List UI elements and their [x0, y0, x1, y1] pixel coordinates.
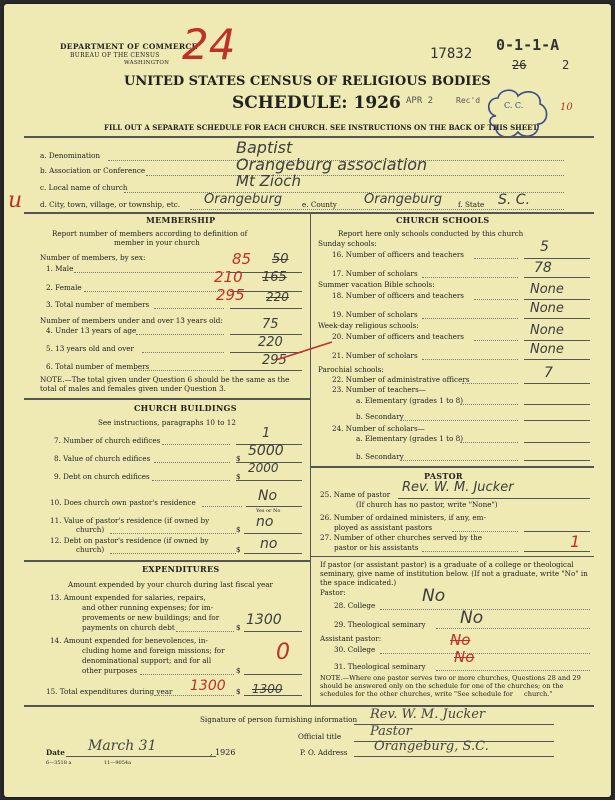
q29-label: 29. Theological seminary — [334, 620, 426, 629]
official-title-value: Pastor — [370, 724, 412, 739]
q14-label-4: other purposes — [82, 666, 138, 675]
red-correction-stroke-icon — [274, 338, 334, 364]
q20-label: 20. Number of officers and teachers — [332, 332, 464, 341]
q16-label: 16. Number of officers and teachers — [332, 250, 464, 259]
summer-teachers-value: None — [530, 282, 564, 297]
by-sex-label: Number of members, by sex: — [40, 253, 146, 262]
dollar-sign: $ — [236, 666, 241, 675]
assistant-seminary-value: No — [454, 648, 475, 666]
q6-total-label: 6. Total number of members — [46, 362, 150, 371]
schools-subtitle: Report here only schools conducted by this church — [338, 229, 524, 238]
q3-total-label: 3. Total number of members — [46, 300, 150, 309]
graduate-instructions: If pastor (or assistant pastor) is a graduate of a college or theological seminary, give name of institution below. (If not a graduate, write "No" in the space indicated.) — [320, 560, 588, 587]
q19-label: 19. Number of scholars — [332, 310, 418, 319]
schedule-number-stamp: 17832 — [430, 46, 473, 62]
dollar-sign: $ — [236, 687, 241, 696]
q14-label-2: cluding home and foreign missions; for — [82, 646, 225, 655]
q14-label-3: denominational support; and for all — [82, 656, 212, 665]
buildings-heading: CHURCH BUILDINGS — [134, 403, 237, 413]
dollar-sign: $ — [236, 525, 241, 534]
q10-label: 10. Does church own pastor's residence — [50, 498, 196, 507]
q27-label: 27. Number of other churches served by the — [320, 533, 483, 542]
q27-label-2: pastor or his assistants — [334, 543, 419, 552]
dollar-sign: $ — [236, 454, 241, 463]
edifices-count: 1 — [262, 426, 271, 441]
q18-label: 18. Number of officers and teachers — [332, 291, 464, 300]
census-title: UNITED STATES CENSUS OF RELIGIOUS BODIES — [124, 74, 491, 89]
census-schedule-page — [4, 4, 611, 797]
pastor-name-value: Rev. W. M. Jucker — [402, 480, 514, 495]
q13-label-3: provements or new buildings; and for — [82, 613, 220, 622]
membership-subtitle-2: member in your church — [114, 238, 200, 247]
sunday-scholars-value: 78 — [534, 260, 552, 276]
age-intro-label: Number of members under and over 13 years old: — [40, 316, 223, 325]
denomination-value: Baptist — [236, 138, 293, 157]
date-label: Date — [46, 748, 65, 757]
state-label: f. State — [458, 200, 485, 209]
other-churches-value: 1 — [570, 532, 581, 551]
print-code-2: 11—9054a — [104, 760, 132, 766]
official-title-label: Official title — [298, 732, 342, 741]
date-year: , 1926 — [210, 748, 236, 757]
q4-under13-label: 4. Under 13 years of age — [46, 326, 137, 335]
handwritten-number-mark: 24 — [182, 20, 236, 69]
city-label: WASHINGTON — [124, 60, 170, 66]
sunday-teachers-value: 5 — [540, 239, 549, 255]
local-name-value: Mt Zioch — [236, 172, 301, 190]
q7-label: 7. Number of church edifices — [54, 436, 161, 445]
dollar-sign: $ — [236, 545, 241, 554]
membership-note: NOTE.—The total given under Question 6 should be the same as the total of males and females given under Question 3. — [40, 375, 290, 393]
pastor-seminary-value: No — [460, 608, 484, 628]
q30-label: 30. College — [334, 645, 376, 654]
po-address-value: Orangeburg, S.C. — [374, 739, 489, 754]
weekday-schools-label: Week-day religious schools: — [318, 321, 419, 330]
q11-label: 11. Value of pastor's residence (if owned by — [50, 516, 210, 525]
pastor-heading: PASTOR — [424, 471, 463, 481]
q23-label: 23. Number of teachers— — [332, 385, 426, 394]
q15-label: 15. Total expenditures during year — [46, 687, 173, 696]
q17-label: 17. Number of scholars — [332, 269, 418, 278]
local-name-label: c. Local name of church — [40, 183, 128, 192]
q14-label: 14. Amount expended for benevolences, in- — [50, 636, 208, 645]
q13-label-2: and other running expenses; for im- — [82, 603, 214, 612]
code3-stamp: 2 — [562, 58, 570, 72]
expenditures-heading: EXPENDITURES — [142, 564, 220, 574]
assistant-pastor-subheading: Assistant pastor: — [320, 634, 382, 643]
q24a-label: a. Elementary (grades 1 to 8) — [356, 434, 463, 443]
association-label: b. Association or Conference — [40, 166, 146, 175]
total-count-original: 220 — [266, 290, 289, 304]
city-value: Orangeburg — [204, 192, 283, 207]
q26-label-2: ployed as assistant pastors — [334, 523, 433, 532]
weekday-teachers-value: None — [530, 323, 564, 338]
membership-subtitle-1: Report number of members according to definition of — [52, 229, 248, 238]
membership-heading: MEMBERSHIP — [146, 215, 216, 225]
parochial-officers-value: 7 — [544, 365, 553, 381]
female-count-corrected: 210 — [214, 268, 243, 286]
male-count-original: 50 — [272, 252, 289, 267]
q22-label: 22. Number of administrative officers — [332, 375, 470, 384]
female-count-original: 165 — [262, 270, 287, 285]
q25-label: 25. Name of pastor — [320, 490, 391, 499]
total-expenditure-original: 1300 — [252, 682, 283, 696]
pastor-college-value: No — [422, 586, 446, 606]
q12-label: 12. Debt on pastor's residence (if owned by — [50, 536, 209, 545]
po-address-label: P. O. Address — [300, 748, 348, 757]
q12-label-2: church) — [76, 545, 105, 554]
code-stamp: 0-1-1-A — [496, 36, 560, 54]
over13-value: 220 — [258, 335, 283, 350]
cc-stamp: C. C. — [504, 101, 524, 110]
residence-debt-value: no — [260, 536, 278, 552]
signature-value: Rev. W. M. Jucker — [370, 707, 486, 722]
signature-label: Signature of person furnishing information — [200, 715, 358, 724]
residence-value: no — [256, 514, 274, 530]
total6-value: 295 — [262, 353, 287, 368]
code2-stamp: 26 — [512, 58, 527, 72]
department-label: DEPARTMENT OF COMMERCE — [60, 42, 198, 51]
q5-over13-label: 5. 13 years old and over — [46, 344, 134, 353]
buildings-subtitle: See instructions, paragraphs 10 to 12 — [98, 418, 236, 427]
q24b-label: b. Secondary — [356, 452, 404, 461]
schools-heading: CHURCH SCHOOLS — [396, 215, 490, 225]
benevolence-value: 0 — [276, 640, 290, 665]
q24-label: 24. Number of scholars— — [332, 424, 425, 433]
q23b-label: b. Secondary — [356, 412, 404, 421]
schedule-title: SCHEDULE: 1926 — [232, 93, 401, 113]
expenditures-subtitle: Amount expended by your church during last fiscal year — [68, 580, 273, 589]
dollar-sign: $ — [236, 623, 241, 632]
dollar-sign: $ — [236, 472, 241, 481]
date-stamp: APR 2 — [406, 96, 434, 106]
yes-no-hint: Yes or No — [256, 508, 281, 514]
q13-label-4: payments on church debt — [82, 623, 175, 632]
q2-female-label: 2. Female — [46, 283, 82, 292]
pastor-note-end: church." — [524, 690, 553, 698]
side-mark: 10 — [560, 102, 573, 113]
total-expenditure-corrected: 1300 — [190, 678, 226, 694]
total-count-corrected: 295 — [216, 286, 245, 304]
q26-label: 26. Number of ordained ministers, if any, em- — [320, 513, 486, 522]
assistant-college-value: No — [450, 631, 471, 649]
date-value: March 31 — [88, 738, 157, 754]
q21-label: 21. Number of scholars — [332, 351, 418, 360]
bureau-label: BUREAU OF THE CENSUS — [70, 52, 160, 59]
q8-label: 8. Value of church edifices — [54, 454, 151, 463]
sunday-schools-label: Sunday schools: — [318, 239, 377, 248]
pastor-note: NOTE.—Where one pastor serves two or more churches, Questions 28 and 29 should be answered only on the schedule for one of the churches; on the schedules for the other churches, write "See schedule for — [320, 674, 581, 698]
received-stamp: Rec'd — [456, 96, 481, 105]
summer-scholars-value: None — [530, 301, 564, 316]
county-label: e. County — [302, 200, 337, 209]
state-value: S. C. — [498, 192, 531, 208]
fill-out-instruction: FILL OUT A SEPARATE SCHEDULE FOR EACH CHURCH. SEE INSTRUCTIONS ON THE BACK OF THIS SHEET. — [104, 123, 540, 132]
under13-value: 75 — [262, 317, 279, 332]
q9-label: 9. Debt on church edifices — [54, 472, 150, 481]
weekday-scholars-value: None — [530, 342, 564, 357]
print-code: 6—3518 a — [46, 760, 72, 766]
u-mark: u — [8, 188, 23, 213]
parochial-schools-label: Parochial schools: — [318, 365, 384, 374]
q28-label: 28. College — [334, 601, 376, 610]
association-value: Orangeburg association — [236, 155, 428, 174]
summer-schools-label: Summer vacation Bible schools: — [318, 280, 435, 289]
q23a-label: a. Elementary (grades 1 to 8) — [356, 396, 463, 405]
q1-male-label: 1. Male — [46, 264, 74, 273]
running-expenses-value: 1300 — [246, 612, 282, 628]
pastor-subheading: Pastor: — [320, 588, 346, 597]
county-value: Orangeburg — [364, 192, 443, 207]
male-count-corrected: 85 — [232, 250, 252, 268]
denomination-label: a. Denomination — [40, 151, 100, 160]
edifices-debt: 2000 — [248, 461, 279, 475]
edifices-value: 5000 — [248, 443, 284, 459]
q25-hint: (If church has no pastor, write "None") — [356, 500, 498, 509]
q13-label: 13. Amount expended for salaries, repairs, — [50, 593, 206, 602]
q31-label: 31. Theological seminary — [334, 662, 426, 671]
q11-label-2: church) — [76, 525, 105, 534]
owns-residence-value: No — [258, 488, 278, 504]
city-field-label: d. City, town, village, or township, etc. — [40, 200, 181, 209]
